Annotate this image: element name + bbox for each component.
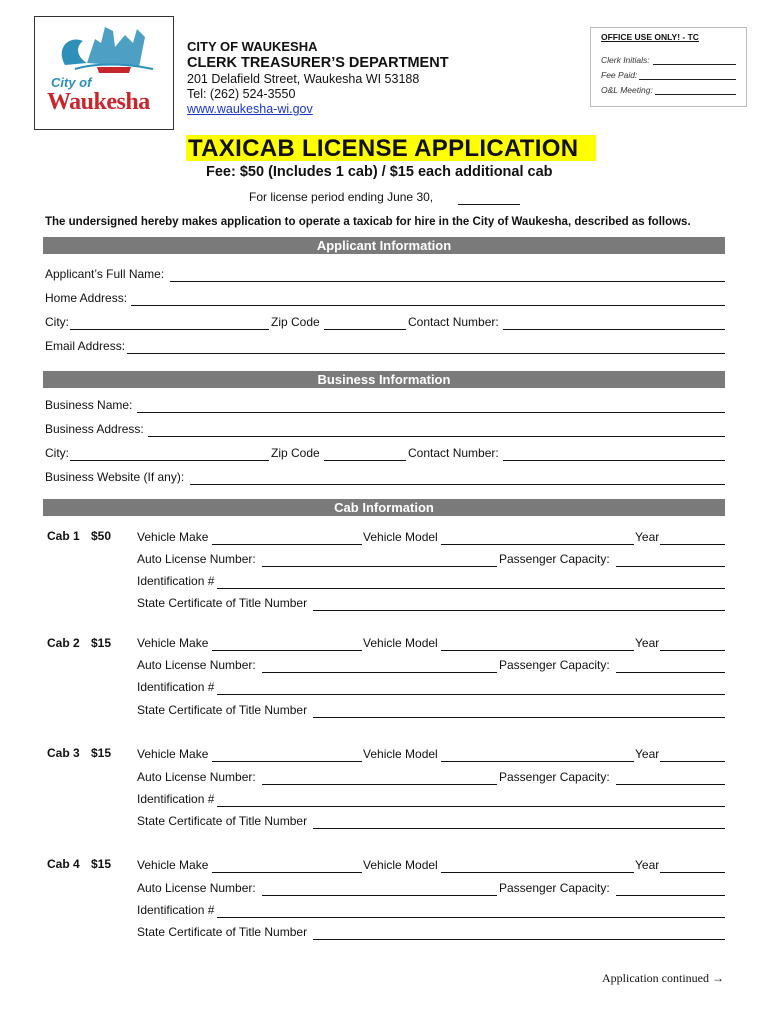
vehicle-model-field[interactable] [441, 650, 634, 651]
auto-license-field[interactable] [262, 895, 497, 896]
auto-license-label: Auto License Number: [137, 881, 256, 895]
vehicle-year-field[interactable] [660, 872, 725, 873]
vehicle-make-label: Vehicle Make [137, 747, 209, 761]
identification-field[interactable] [217, 588, 725, 589]
department-name: CLERK TREASURER’S DEPARTMENT [187, 55, 449, 71]
passenger-capacity-field[interactable] [616, 566, 725, 567]
department-phone: Tel: (262) 524-3550 [187, 87, 296, 101]
business-address-field[interactable] [148, 436, 725, 437]
vehicle-model-field[interactable] [441, 761, 634, 762]
fee-paid-label: Fee Paid: [601, 70, 638, 80]
logo-waukesha: Waukesha [47, 89, 150, 115]
applicant-contact-field[interactable] [503, 329, 725, 330]
identification-label: Identification # [137, 574, 215, 588]
vehicle-make-label: Vehicle Make [137, 530, 209, 544]
vehicle-year-label: Year [635, 636, 660, 650]
vehicle-make-label: Vehicle Make [137, 636, 209, 650]
clerk-initials-field[interactable] [653, 64, 736, 65]
applicant-city-field[interactable] [70, 329, 269, 330]
clerk-initials-label: Clerk Initials: [601, 55, 650, 65]
home-address-field[interactable] [131, 305, 725, 306]
passenger-capacity-label: Passenger Capacity: [499, 552, 610, 566]
title-number-field[interactable] [313, 939, 725, 940]
business-zip-field[interactable] [324, 460, 406, 461]
vehicle-make-field[interactable] [212, 650, 362, 651]
cab-label: Cab 2 [47, 636, 80, 650]
business-address-label: Business Address: [45, 422, 144, 436]
application-continued-note: Application continued → [602, 971, 724, 985]
department-address: 201 Delafield Street, Waukesha WI 53188 [187, 72, 420, 86]
ol-meeting-field[interactable] [655, 94, 736, 95]
cab-label: Cab 4 [47, 857, 80, 871]
auto-license-field[interactable] [262, 566, 497, 567]
ol-meeting-label: O&L Meeting: [601, 85, 653, 95]
title-number-field[interactable] [313, 717, 725, 718]
identification-label: Identification # [137, 680, 215, 694]
title-number-field[interactable] [313, 828, 725, 829]
vehicle-model-label: Vehicle Model [363, 530, 438, 544]
cab-fee: $15 [91, 857, 112, 871]
cab-label: Cab 1 [47, 529, 80, 543]
auto-license-field[interactable] [262, 784, 497, 785]
vehicle-year-label: Year [635, 747, 660, 761]
title-number-label: State Certificate of Title Number [137, 703, 308, 717]
passenger-capacity-field[interactable] [616, 895, 725, 896]
identification-label: Identification # [137, 903, 215, 917]
vehicle-model-label: Vehicle Model [363, 747, 438, 761]
business-contact-label: Contact Number: [408, 446, 499, 460]
cab-fee: $15 [91, 746, 112, 760]
home-address-label: Home Address: [45, 291, 128, 305]
title-number-label: State Certificate of Title Number [137, 596, 308, 610]
logo-city-of: City of [51, 75, 92, 90]
passenger-capacity-field[interactable] [616, 672, 725, 673]
office-use-title: OFFICE USE ONLY! - TC [601, 32, 699, 42]
business-city-label: City: [45, 446, 69, 460]
city-name: CITY OF WAUKESHA [187, 39, 318, 54]
office-use-box [590, 27, 747, 107]
applicant-section-header: Applicant Information [43, 237, 725, 254]
identification-field[interactable] [217, 806, 725, 807]
title-number-label: State Certificate of Title Number [137, 925, 308, 939]
cab-label: Cab 3 [47, 746, 80, 760]
cab-fee: $50 [91, 529, 112, 543]
email-label: Email Address: [45, 339, 126, 353]
auto-license-label: Auto License Number: [137, 770, 256, 784]
license-period-label: For license period ending June 30, [249, 190, 434, 204]
intro-statement: The undersigned hereby makes application to operate a taxicab for hire in the City of Waukesha, described as follows. [45, 216, 691, 228]
auto-license-field[interactable] [262, 672, 497, 673]
business-website-label: Business Website (If any): [45, 470, 185, 484]
applicant-name-label: Applicant’s Full Name: [45, 267, 165, 281]
business-section-header: Business Information [43, 371, 725, 388]
business-name-label: Business Name: [45, 398, 133, 412]
business-website-field[interactable] [190, 484, 725, 485]
applicant-zip-label: Zip Code [271, 315, 320, 329]
vehicle-year-label: Year [635, 530, 660, 544]
vehicle-make-field[interactable] [212, 761, 362, 762]
auto-license-label: Auto License Number: [137, 658, 256, 672]
title-number-label: State Certificate of Title Number [137, 814, 308, 828]
auto-license-label: Auto License Number: [137, 552, 256, 566]
applicant-city-label: City: [45, 315, 69, 329]
license-period-year-field[interactable] [458, 204, 520, 205]
department-website-link[interactable]: www.waukesha-wi.gov [187, 102, 313, 116]
fee-paid-field[interactable] [639, 79, 736, 80]
vehicle-year-field[interactable] [660, 761, 725, 762]
applicant-zip-field[interactable] [324, 329, 406, 330]
business-city-field[interactable] [70, 460, 269, 461]
identification-field[interactable] [217, 694, 725, 695]
passenger-capacity-label: Passenger Capacity: [499, 770, 610, 784]
city-logo [34, 16, 174, 130]
vehicle-model-label: Vehicle Model [363, 636, 438, 650]
vehicle-year-field[interactable] [660, 650, 725, 651]
vehicle-model-field[interactable] [441, 544, 634, 545]
vehicle-make-field[interactable] [212, 544, 362, 545]
vehicle-year-label: Year [635, 858, 660, 872]
applicant-contact-label: Contact Number: [408, 315, 499, 329]
passenger-capacity-field[interactable] [616, 784, 725, 785]
passenger-capacity-label: Passenger Capacity: [499, 658, 610, 672]
fee-statement: Fee: $50 (Includes 1 cab) / $15 each additional cab [206, 164, 553, 180]
identification-label: Identification # [137, 792, 215, 806]
passenger-capacity-label: Passenger Capacity: [499, 881, 610, 895]
business-zip-label: Zip Code [271, 446, 320, 460]
vehicle-make-label: Vehicle Make [137, 858, 209, 872]
business-contact-field[interactable] [503, 460, 725, 461]
form-title: TAXICAB LICENSE APPLICATION [186, 135, 596, 161]
applicant-name-field[interactable] [170, 281, 725, 282]
email-field[interactable] [127, 353, 725, 354]
cab-section-header: Cab Information [43, 499, 725, 516]
vehicle-year-field[interactable] [660, 544, 725, 545]
vehicle-model-field[interactable] [441, 872, 634, 873]
vehicle-make-field[interactable] [212, 872, 362, 873]
vehicle-model-label: Vehicle Model [363, 858, 438, 872]
title-number-field[interactable] [313, 610, 725, 611]
identification-field[interactable] [217, 917, 725, 918]
business-name-field[interactable] [137, 412, 725, 413]
cab-fee: $15 [91, 636, 112, 650]
